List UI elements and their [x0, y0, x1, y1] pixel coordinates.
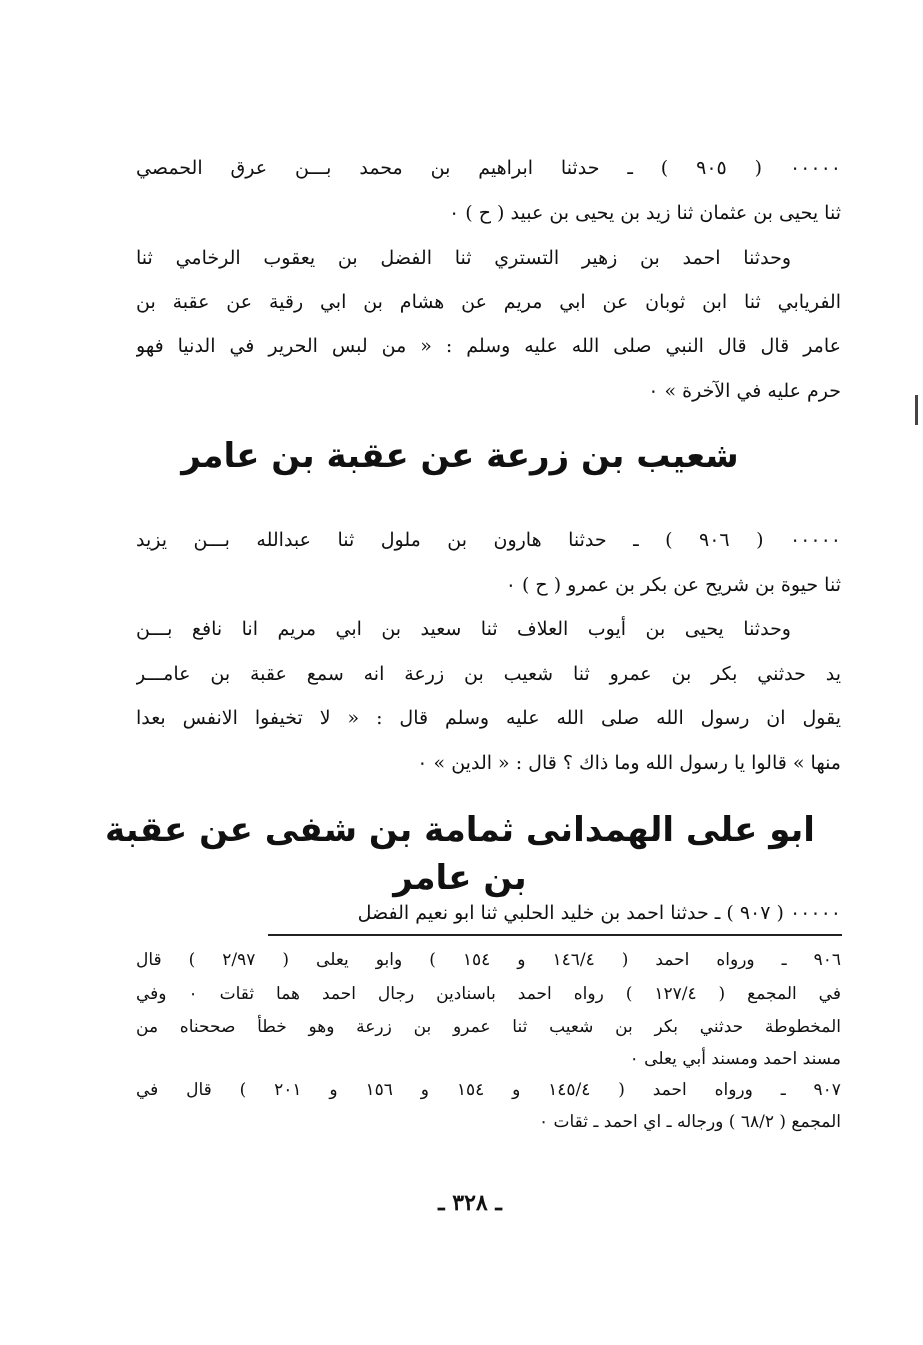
text-line: ٠٠٠٠٠ ( ٩٠٥ ) ـ حدثنا ابراهيم بن محمد بـــن عرق الحمصي: [136, 157, 841, 179]
text-line: عامر قال قال النبي صلى الله عليه وسلم : « من لبس الحرير في الدنيا فهو: [136, 335, 841, 357]
text-line: يقول ان رسول الله صلى الله عليه وسلم قال : « لا تخيفوا الانفس بعدا: [136, 707, 841, 729]
footnote-line: في المجمع ( ١٢٧/٤ ) رواه احمد باسنادين رجال احمد هما ثقات ٠ وفي: [136, 984, 841, 1004]
footnote-line: المخطوطة حدثني بكر بن شعيب ثنا عمرو بن زرعة وهو خطأ صححناه من: [136, 1017, 841, 1037]
text-line: وحدثنا يحيى بن أيوب العلاف ثنا سعيد بن ابي مريم انا نافع بـــن: [136, 618, 791, 640]
text-line: ثنا يحيى بن عثمان ثنا زيد بن يحيى بن عبيد ( ح ) ٠: [449, 202, 841, 224]
footnote-line: مسند احمد ومسند أبي يعلى ٠: [629, 1049, 841, 1069]
footnote-divider: [268, 934, 842, 936]
section-heading: شعيب بن زرعة عن عقبة بن عامر: [181, 436, 739, 476]
footnote-line: ٩٠٦ ـ ورواه احمد ( ١٤٦/٤ و ١٥٤ ) وابو يعلى ( ٢/٩٧ ) قال: [136, 950, 841, 970]
page-number: ـ ٣٢٨ ـ: [438, 1190, 502, 1216]
text-line: الفريابي ثنا ابن ثوبان عن ابي مريم عن هشام بن ابي رقية عن عقبة بن: [136, 291, 841, 313]
text-line: منها » قالوا يا رسول الله وما ذاك ؟ قال : « الدين » ٠: [417, 752, 841, 774]
footnote-line: المجمع ( ٦٨/٢ ) ورجاله ـ اي احمد ـ ثقات ٠: [538, 1112, 841, 1132]
text-line: ٠٠٠٠٠ ( ٩٠٧ ) ـ حدثنا احمد بن خليد الحلبي ثنا ابو نعيم الفضل: [357, 902, 841, 924]
text-line: ٠٠٠٠٠ ( ٩٠٦ ) ـ حدثنا هارون بن ملول ثنا عبدالله بـــن يزيد: [136, 529, 841, 551]
section-heading: ابو على الهمدانى ثمامة بن شفى عن عقبة بن عامر: [105, 810, 815, 898]
text-line: يد حدثني بكر بن عمرو ثنا شعيب بن زرعة انه سمع عقبة بن عامـــر: [136, 663, 841, 685]
text-line: وحدثنا احمد بن زهير التستري ثنا الفضل بن يعقوب الرخامي ثنا: [136, 247, 791, 269]
scan-margin-mark: [915, 395, 918, 425]
text-line: ثنا حيوة بن شريح عن بكر بن عمرو ( ح ) ٠: [505, 574, 841, 596]
footnote-line: ٩٠٧ ـ ورواه احمد ( ١٤٥/٤ و ١٥٤ و ١٥٦ و ٢٠١ ) قال في: [136, 1080, 841, 1100]
text-line: حرم عليه في الآخرة » ٠: [648, 380, 841, 402]
